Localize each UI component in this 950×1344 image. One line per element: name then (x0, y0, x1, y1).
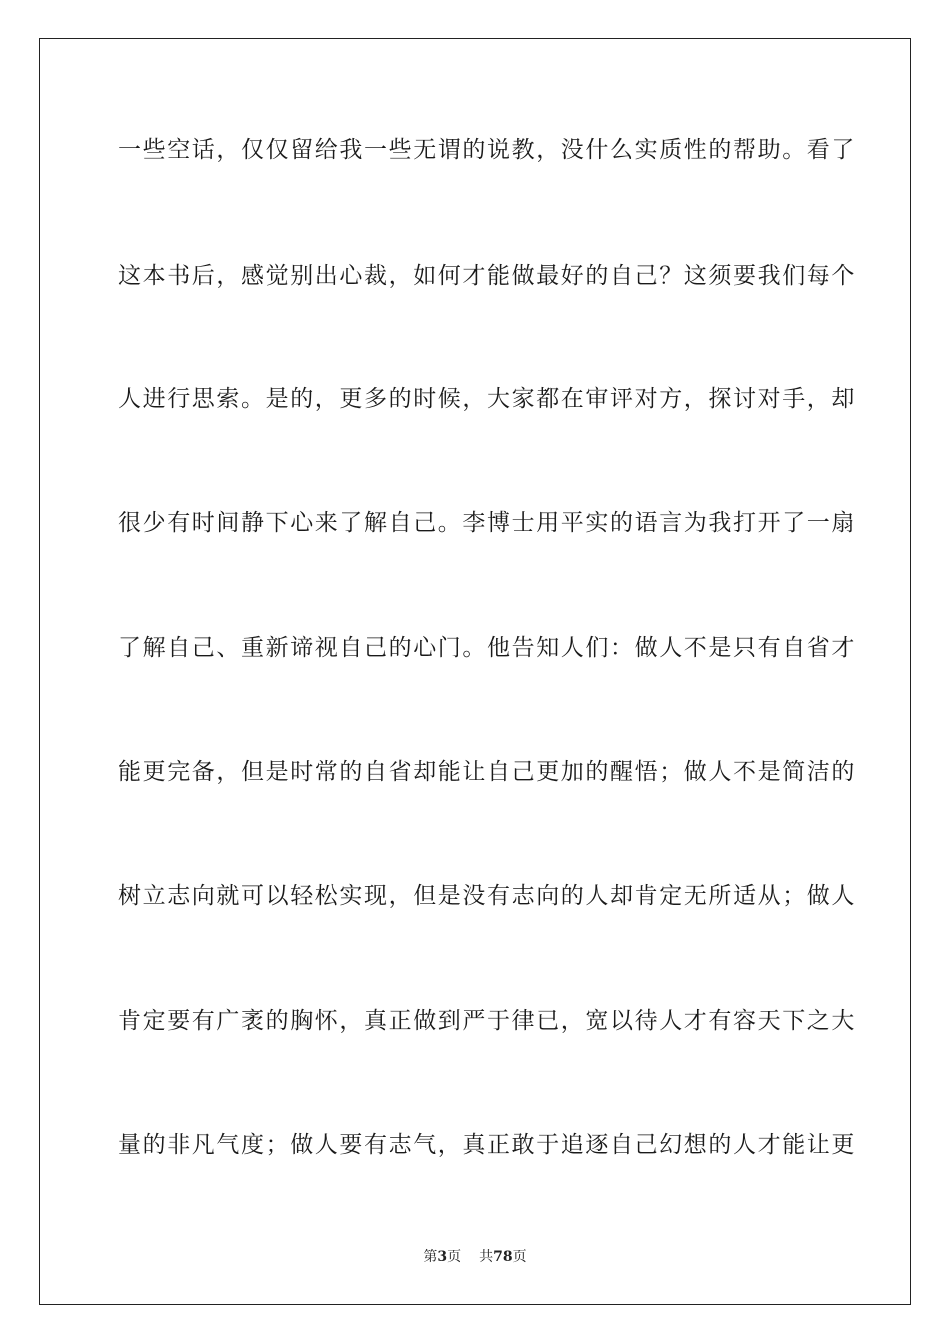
page-border (39, 38, 911, 1305)
total-prefix: 共 (479, 1249, 494, 1265)
body-text-line: 人进行思索。是的，更多的时候，大家都在审评对方，探讨对手，却 (118, 386, 856, 412)
body-text-line: 量的非凡气度；做人要有志气，真正敢于追逐自己幻想的人才能让更 (118, 1132, 856, 1158)
body-text-line: 能更完备，但是时常的自省却能让自己更加的醒悟；做人不是简洁的 (118, 759, 856, 785)
total-suffix: 页 (512, 1249, 527, 1265)
current-page-number: 3 (437, 1249, 448, 1265)
body-text-line: 了解自己、重新谛视自己的心门。他告知人们：做人不是只有自省才 (118, 635, 856, 661)
body-text-line: 树立志向就可以轻松实现，但是没有志向的人却肯定无所适从；做人 (118, 883, 856, 909)
total-page-count: 78 (493, 1249, 513, 1265)
page-number-footer (0, 1248, 950, 1266)
body-text-line: 很少有时间静下心来了解自己。李博士用平实的语言为我打开了一扇 (118, 510, 856, 536)
page-suffix: 页 (447, 1249, 462, 1265)
page-prefix: 第 (423, 1249, 438, 1265)
body-text-line: 一些空话，仅仅留给我一些无谓的说教，没什么实质性的帮助。看了 (118, 137, 856, 163)
body-text-line: 肯定要有广袤的胸怀，真正做到严于律已，宽以待人才有容天下之大 (118, 1008, 856, 1034)
body-text-line: 这本书后，感觉别出心裁，如何才能做最好的自己？这须要我们每个 (118, 263, 856, 289)
